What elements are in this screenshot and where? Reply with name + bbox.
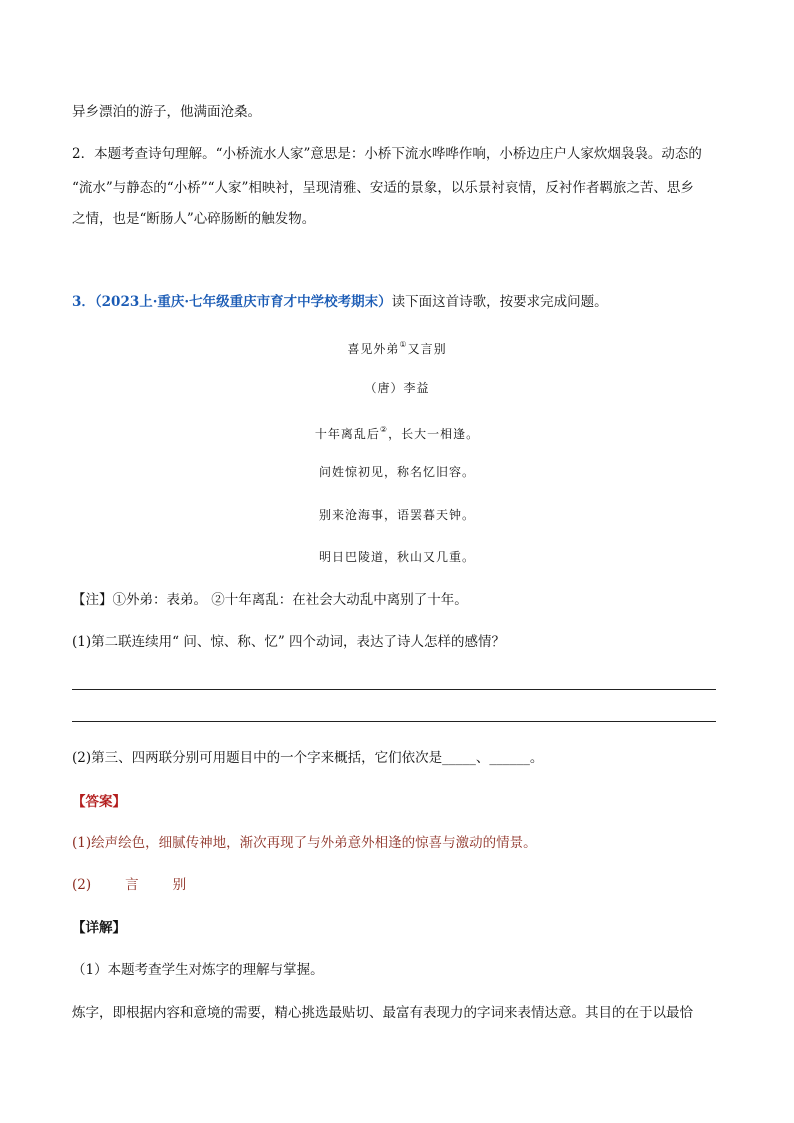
poem-title-part: 喜见外弟	[347, 342, 400, 356]
answer-2-word: 言	[125, 877, 139, 893]
poem-note: 【注】①外弟：表弟。 ②十年离乱：在社会大动乱中离别了十年。	[72, 592, 468, 608]
poem-line-1	[0, 422, 794, 442]
answer-heading: 【答案】	[72, 794, 126, 810]
sub-question-1: (1)第二联连续用“ 问、惊、称、忆” 四个动词，表达了诗人怎样的感情？	[72, 634, 506, 650]
footnote-marker: ②	[379, 425, 389, 434]
poem-line-4: 明日巴陵道，秋山又几重。	[318, 550, 475, 564]
poem-line-part: ，长大一相逢。	[388, 427, 480, 441]
explanation-paragraph: 炼字，即根据内容和意境的需要，精心挑选最贴切、最富有表现力的字词来表情达意。其目的在于以最恰	[72, 1005, 693, 1021]
question-number: 3．	[72, 294, 95, 310]
answer-1: (1)绘声绘色，细腻传神地，渐次再现了与外弟意外相逢的惊喜与激动的情景。	[72, 835, 537, 851]
question-3-header	[72, 294, 608, 310]
explanation-paragraph: （1）本题考查学生对炼字的理解与掌握。	[72, 962, 324, 978]
answer-line	[72, 689, 716, 690]
footnote-marker: ①	[399, 340, 408, 349]
paragraph-line: 异乡漂泊的游子，他满面沧桑。	[72, 104, 261, 120]
answer-2-word: 别	[172, 877, 187, 893]
paragraph-line: “流水”与静态的“小桥”“人家”相映衬，呈现清雅、安适的景象，以乐景衬哀情，反衬作者羁旅之苦、思乡	[72, 180, 694, 196]
answer-line	[72, 721, 716, 722]
explanation-heading: 【详解】	[72, 920, 126, 936]
question-instruction: 读下面这首诗歌，按要求完成问题。	[391, 294, 608, 310]
poem-line-3: 别来沧海事，语罢暮天钟。	[318, 508, 475, 522]
answer-2	[72, 877, 186, 893]
poem-line-2: 问姓惊初见，称名忆旧容。	[318, 465, 475, 479]
sub-question-2: (2)第三、四两联分别可用题目中的一个字来概括，它们依次是_____、______。	[72, 750, 544, 766]
poem-title-part: 又言别	[407, 342, 447, 356]
paragraph-line: 之情，也是“断肠人”心碎肠断的触发物。	[72, 211, 316, 227]
question-source: （2023上·重庆·七年级重庆市育才中学校考期末）	[94, 294, 392, 310]
answer-2-label: (2)	[72, 877, 92, 893]
poem-author: （唐）李益	[364, 381, 430, 395]
poem-line-part: 十年离乱后	[314, 427, 380, 441]
poem-title	[0, 337, 794, 357]
paragraph-line: 2．本题考查诗句理解。“小桥流水人家”意思是：小桥下流水哗哗作响，小桥边庄户人家炊烟袅袅。动态的	[72, 146, 702, 162]
